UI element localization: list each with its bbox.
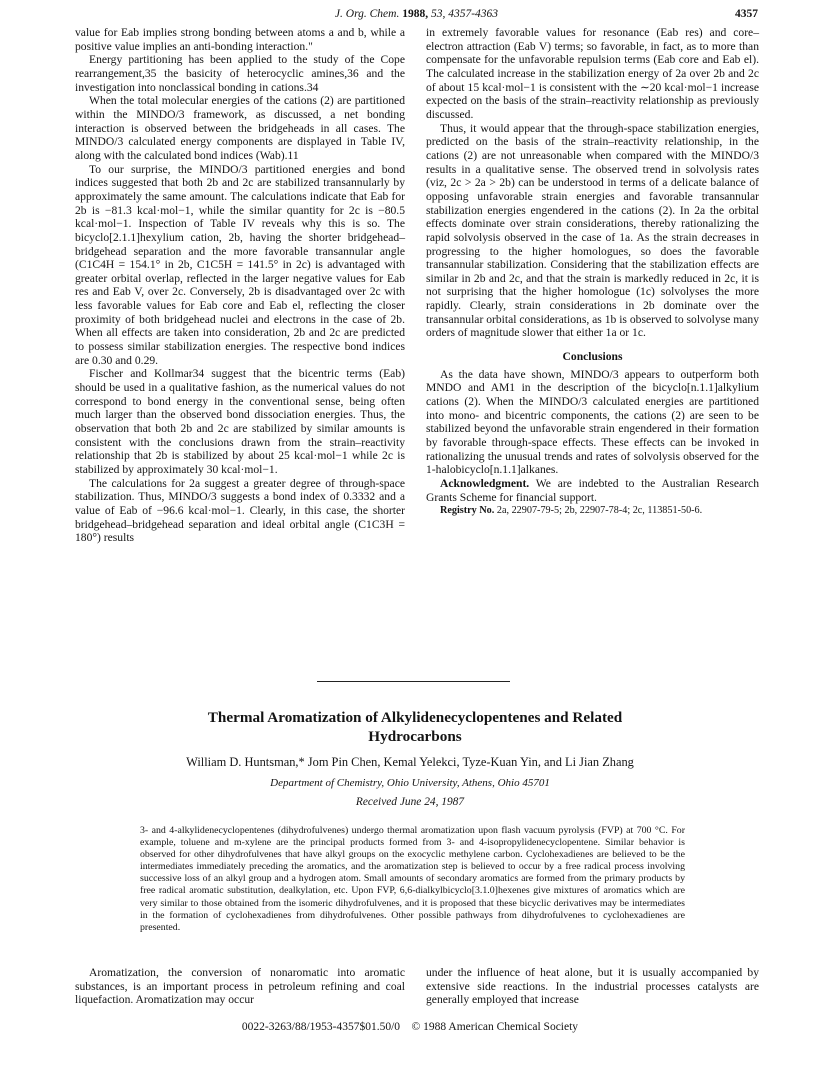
right-paragraph-2: Thus, it would appear that the through-space stabilization energies, predicted on the basis of the strain–reactivity relationship, in the cations (2) are not unreasonable when compared with the MINDO/3 results in a qualitative sense. The observed trend in solvolysis rates (viz, 2c > 2a > 2b) can be understood in terms of a delicate balance of opposing unfavorable strain energies and favorable transannular stabilization energies engendered in the cations (2). In 2a the orbital effects dominate over strain considerations, thereby rationalizing the rapid solvolysis observed in the case of 1a. As the strain decreases in progressing to the higher homologues, so does the favorable transannular stabilization. Considering that the stabilization effects are similar in 2b and 2c, and that the strain is markedly reduced in 2c, it is not surprising that the higher homologue (1c) solvolyses the more rapidly. Clearly, strain considerations in 2b dominate over the transannular orbital considerations, as 1b is observed to solvolyse many orders of magnitude slower that either 1a or 1c. <box>426 121 759 340</box>
left-paragraph-5: Fischer and Kollmar34 suggest that the bicentric terms (Eab) should be used in a qualitative fashion, as the numerical values do not correspond to bond energy in the conventional sense, being often much larger than the observed bond dissociation energies. Thus, the observation that both 2b and 2c are stabilized by similar amounts is consistent with the conclusions drawn from the strain–reactivity relationship that 2b is stabilized by about 25 kcal·mol−1 while 2c is stabilized by approximately 30 kcal·mol−1. <box>75 367 405 476</box>
received-date: Received June 24, 1987 <box>355 796 465 808</box>
journal-name: J. Org. Chem. <box>334 8 400 20</box>
article-divider <box>317 681 510 682</box>
acknowledgment-text: We are indebted to the Australian Research Grants Scheme for financial support. <box>426 477 759 504</box>
right-paragraph-1: in extremely favorable values for resonance (Eab res) and core–electron attraction (Eab V) terms; so favorable, in fact, as to more than compensate for the unfavorable repulsion terms (Eab core and Eab el). The calculated increase in the stabilization energy of 2a over 2b and 2c of about 15 kcal·mol−1 is consistent with the ∼20 kcal·mol−1 increase expected on the basis of the strain–reactivity relationship as previously discussed. <box>426 26 759 121</box>
article-title <box>110 708 720 746</box>
left-paragraph-2: Energy partitioning has been applied to the study of the Cope rearrangement,35 the basicity of heterocyclic amines,36 and the investigation into nonclassical bonding in cations.34 <box>75 53 405 94</box>
journal-year: 1988, <box>402 8 429 20</box>
registry-numbers <box>426 504 759 518</box>
footer-copyright: © 1988 American Chemical Society <box>411 1021 579 1033</box>
body-right-column <box>426 966 759 1007</box>
journal-volume: 53, <box>430 8 446 20</box>
left-paragraph-1: value for Eab implies strong bonding between atoms a and b, while a positive value implies an anti-bonding interaction." <box>75 26 405 53</box>
page-footer <box>0 1021 820 1033</box>
body-left-column <box>75 966 405 1007</box>
article-title-line-1: Thermal Aromatization of Alkylidenecyclopentenes and Related <box>207 709 623 726</box>
page-number: 4357 <box>735 8 758 20</box>
left-paragraph-6: The calculations for 2a suggest a greater degree of through-space stabilization. Thus, MINDO/3 suggests a bond index of 0.3332 and a value of Eab of −96.6 kcal·mol−1. Clearly, in this case, the shorter bridgehead–bridgehead separation and ideal orbital angle (C1C3H = 180°) results <box>75 476 405 545</box>
acknowledgment <box>426 477 759 504</box>
conclusions-heading: Conclusions <box>562 350 623 364</box>
right-column <box>426 26 759 518</box>
left-column <box>75 26 405 545</box>
registry-label: Registry No. <box>440 505 495 517</box>
author-affiliation: Department of Chemistry, Ohio University, Athens, Ohio 45701 <box>270 777 550 789</box>
footer-code: 0022-3263/88/1953-4357$01.50/0 <box>241 1021 401 1033</box>
left-paragraph-4: To our surprise, the MINDO/3 partitioned energies and bond indices suggested that both 2b and 2c are stabilized transannularly by approximately the same amount. The calculations indicate that Eab for 2b is −81.3 kcal·mol−1, while the similar quantity for 2c is −80.5 kcal·mol−1. Inspection of Table IV reveals why this is so. The bicyclo[2.1.1]hexylium cation, 2b, having the shorter bridgehead–bridgehead separation and the more favorable transannular angle (C1C4H = 154.1° in 2b, C1C5H = 141.5° in 2c) is advantaged with greater orbital overlap, reflected in the larger negative values for Eab res and Eab V, over 2c. Conversely, 2b is disadvantaged over 2c with less favorable values for Eab core and Eab el, reflecting the closer proximity of both bridgehead nuclei and electrons in the case of 2b. When all effects are taken into consideration, 2b and 2c are predicted to possess similar stabilization energies. The respective bond indices are 0.30 and 0.29. <box>75 162 405 367</box>
acknowledgment-label: Acknowledgment. <box>440 477 530 490</box>
author-list: William D. Huntsman,* Jom Pin Chen, Kemal Yelekci, Tyze-Kuan Yin, and Li Jian Zhang <box>186 755 634 769</box>
abstract: 3- and 4-alkylidenecyclopentenes (dihydrofulvenes) undergo thermal aromatization upon flash vacuum pyrolysis (FVP) at 700 °C. For example, toluene and m-xylene are the principal products formed from 3- and 4-isopropylidenecyclopentene. Similar behavior is observed for other dihydrofulvenes that have alkyl groups on the exocyclic methylene carbon. Cyclohexadienes are believed to be the intermediates immediately preceding the aromatics, and the aromatization step is believed to occur by a free radical process involving successive loss of an alkyl group and a hydrogen atom. Small amounts of secondary aromatics are formed from the primary products by free radical aromatic substitution, dealkylation, etc. Upon FVP, 6,6-dialkylbicyclo[3.1.0]hexenes give mixtures of aromatics which are very similar to those obtained from the isomeric dihydrofulvenes, and it is proposed that these bicyclic derivatives may be intermediates in the formation of cyclohexadienes from dihydrofulvenes. Other possible pathways from dihydrofulvenes to cyclohexadienes are presented. <box>140 825 685 933</box>
left-paragraph-3: When the total molecular energies of the cations (2) are partitioned within the MINDO/3 framework, as discussed, a net bonding interaction is observed between the bridgeheads in all cases. The MINDO/3 calculated energy components are displayed in Table IV, along with the calculated bond indices (Wab).11 <box>75 94 405 162</box>
article-title-line-2: Hydrocarbons <box>368 728 462 745</box>
conclusions-paragraph: As the data have shown, MINDO/3 appears to outperform both MNDO and AM1 in the description of the bicyclo[n.1.1]alkylium cations (2). When the MINDO/3 calculated energies are partitioned into mono- and bicentric components, the cations (2) are seen to be stabilized beyond the unfavorable strain engendered in their formation by favorable through-space effects. These effects can be invoked in rationalizing the unusual trends and rates of solvolysis observed for the 1-halobicyclo[n.1.1]alkanes. <box>426 367 759 477</box>
body-paragraph-left: Aromatization, the conversion of nonaromatic into aromatic substances, is an important process in petroleum refining and coal liquefaction. Aromatization may occur <box>75 966 405 1007</box>
journal-citation <box>75 8 758 20</box>
journal-pages: 4357-4363 <box>448 8 499 20</box>
body-paragraph-right: under the influence of heat alone, but it is usually accompanied by extensive side reactions. In the industrial processes catalysts are generally employed that increase <box>426 966 759 1007</box>
registry-text: 2a, 22907-79-5; 2b, 22907-78-4; 2c, 113851-50-6. <box>496 505 703 517</box>
